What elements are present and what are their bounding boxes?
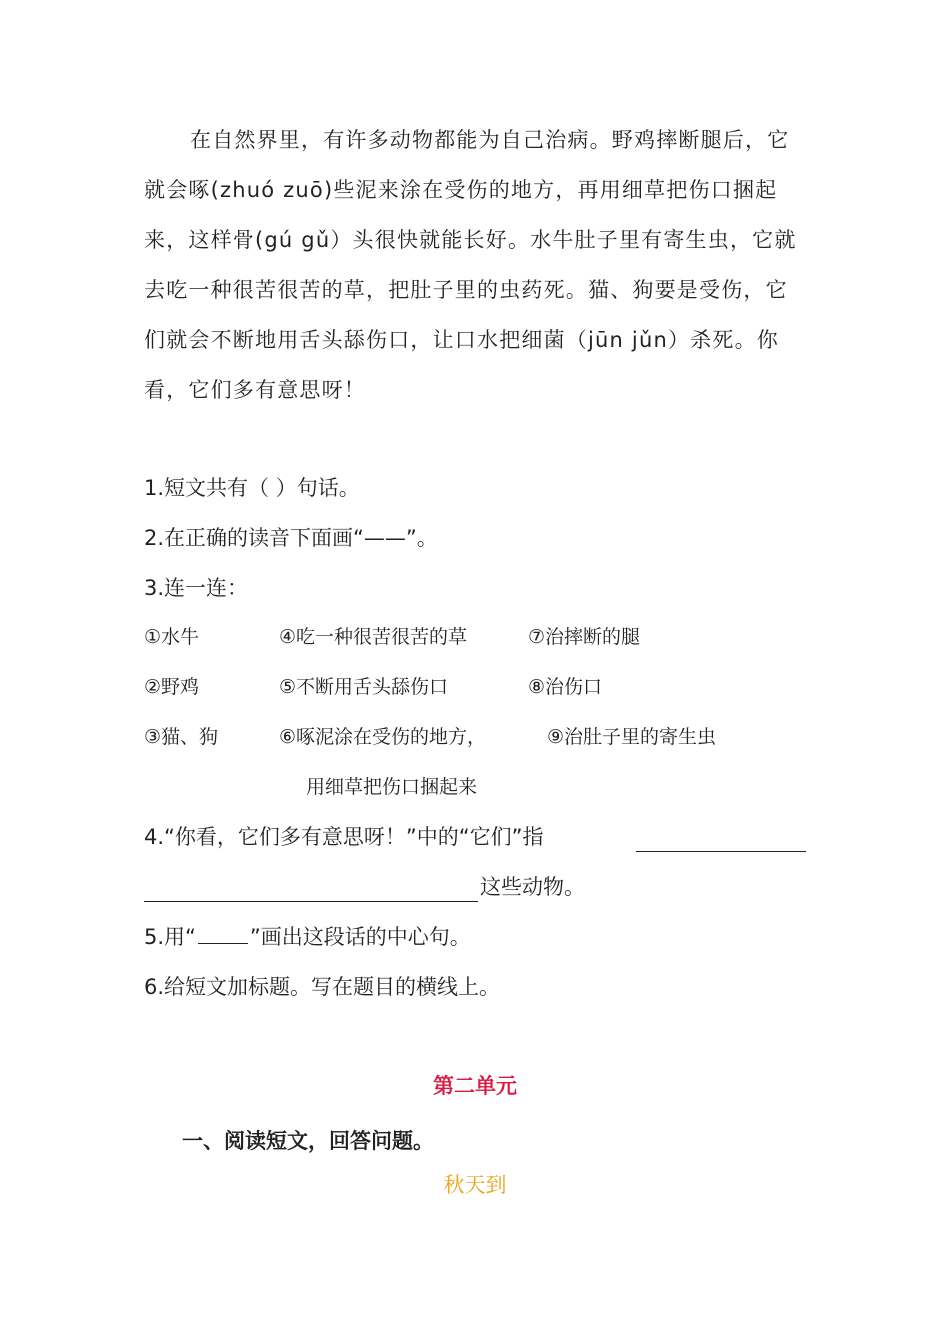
match-action-5: ⑤不断用舌头舔伤口	[279, 676, 449, 698]
question-1: 1.短文共有（ ）句话。	[144, 476, 360, 500]
section-heading: 一、阅读短文，回答问题。	[182, 1129, 434, 1153]
question-5	[144, 922, 471, 952]
question-6: 6.给短文加标题。写在题目的横线上。	[144, 975, 501, 999]
passage-text: 在自然界里，有许多动物都能为自己治病。野鸡摔断腿后，它就会啄(zhuó zuō)些泥来涂在受伤的地方，再用细草把伤口捆起来，这样骨(gú gǔ）头很快就能长好。水牛肚子里有寄生虫，它就去吃一种很苦很苦的草，把肚子里的虫药死。猫、狗要是受伤，它们就会不断地用舌头舔伤口，让口水把细菌（jūn jǔn）杀死。你看，它们多有意思呀！	[144, 128, 797, 402]
match-purpose-7: ⑦治摔断的腿	[528, 626, 641, 648]
match-animal-1: ①水牛	[144, 626, 200, 648]
match-purpose-8: ⑧治伤口	[528, 676, 603, 698]
underline-mark-blank	[198, 925, 248, 944]
question-5-suffix: ”画出这段话的中心句。	[249, 925, 471, 949]
unit-title: 第二单元	[433, 1074, 517, 1098]
match-action-6: ⑥啄泥涂在受伤的地方，	[279, 726, 487, 748]
question-4: 4.“你看，它们多有意思呀！”中的“它们”指	[144, 825, 544, 849]
match-action-4: ④吃一种很苦很苦的草	[279, 626, 468, 648]
match-animal-2: ②野鸡	[144, 676, 200, 698]
question-2: 2.在正确的读音下面画“——”。	[144, 526, 438, 550]
question-4-suffix: 这些动物。	[480, 875, 585, 899]
question-3: 3.连一连：	[144, 576, 249, 600]
match-action-6-cont: 用细草把伤口捆起来	[306, 776, 478, 798]
answer-blank-4a[interactable]	[636, 851, 806, 852]
question-5-prefix: 5.用“	[144, 925, 196, 949]
match-purpose-9: ⑨治肚子里的寄生虫	[547, 726, 717, 748]
story-title: 秋天到	[443, 1173, 507, 1197]
answer-blank-4b[interactable]	[144, 901, 478, 902]
reading-passage	[144, 115, 808, 415]
match-animal-3: ③猫、狗	[144, 726, 219, 748]
